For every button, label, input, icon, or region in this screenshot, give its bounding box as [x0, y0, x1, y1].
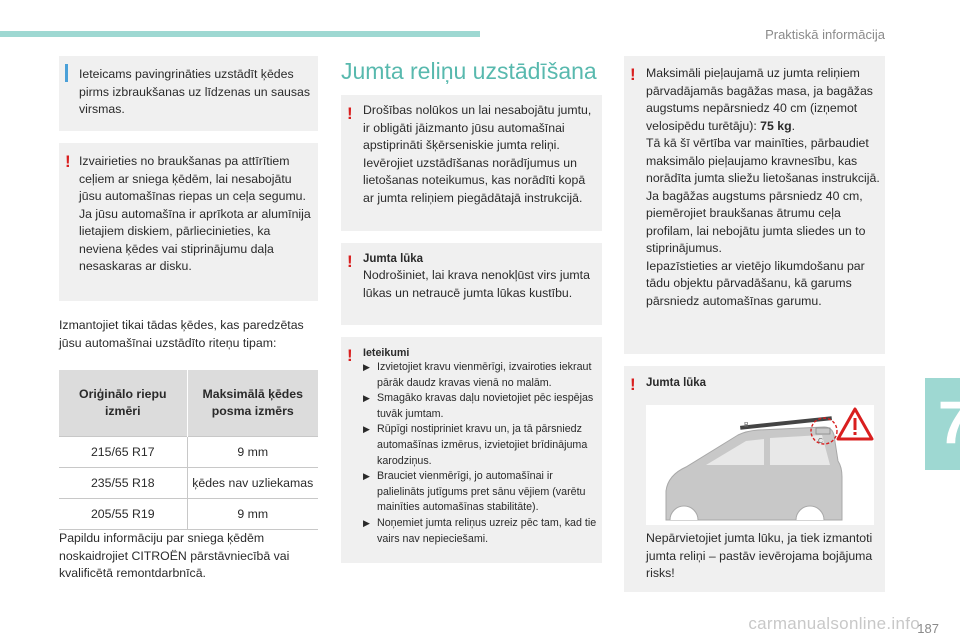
warning-box-load — [624, 56, 885, 354]
table-cell: 9 mm — [187, 436, 318, 467]
section-title: Jumta reliņu uzstādīšana — [341, 58, 597, 84]
load-text-1: Maksimāli pieļaujamā uz jumta reliņiem pārvadājamās bagāžas masa, ja bagāžas augstums nepārsniedz 40 cm (izņemot velosipēdu turētāju): — [646, 66, 873, 133]
table-row — [59, 498, 318, 529]
info-box-text: Ieteicams pavingrināties uzstādīt ķēdes pirms izbraukšanas uz līdzenas un sausas virsmas. — [79, 67, 311, 116]
list-item: ▶ Izvietojiet kravu vienmērīgi, izvairoties iekraut pārāk daudz kravas vienā no malām. — [363, 361, 592, 389]
table-cell: 215/65 R17 — [59, 436, 187, 467]
chains-intro: Izmantojiet tikai tādas ķēdes, kas paredzētas jūsu automašīnai uzstādīto riteņu tipam: — [59, 318, 304, 350]
warning-icon: ! — [347, 252, 353, 271]
load-text-2: Tā kā šī vērtība var mainīties, pārbaudiet maksimālo pieļaujamo kravnesību, kas norādīta jumta sliežu lietošanas instrukcijā. — [646, 136, 880, 185]
hatch-box-text: Nodrošiniet, lai krava nenokļūst virs jumta lūkas un netraucē jumta lūkas kustību. — [363, 268, 590, 300]
table-row — [59, 436, 318, 467]
table-header-row — [59, 370, 318, 436]
load-text-4: Iepazīstieties ar vietējo likumdošanu par tādu objektu pārvadāšanu, kā garums pārsniedz automašīnas garumu. — [646, 258, 865, 308]
header-accent-bar — [0, 31, 480, 37]
warning-icon: ! — [65, 152, 71, 171]
list-item: ▶ Smagāko kravas daļu novietojiet pēc iespējas tuvāk jumtam. — [363, 392, 594, 420]
roof-hatch-title: Jumta lūka — [646, 377, 707, 389]
warning-box-text: Izvairieties no braukšanas pa attīrītiem ceļiem ar sniega ķēdēm, lai nesabojātu jūsu automašīnas riepas un ceļa segumu. Ja jūsu automašīna ir aprīkota ar alumīnija lietajiem diskiem, pārliecinieties, ka neviena ķēdes vai stiprinājumu daļa nesaskaras ar disku. — [79, 154, 311, 273]
chapter-number: 7 — [938, 389, 971, 456]
watermark: carmanualsonline.info — [748, 614, 920, 633]
chain-size-table — [59, 370, 318, 530]
warning-triangle-icon — [836, 407, 874, 441]
list-item: ▶ Noņemiet jumta reliņus uzreiz pēc tam, kad tie vairs nav nepieciešami. — [363, 516, 597, 545]
table-row — [59, 467, 318, 498]
warning-box-tips — [341, 337, 602, 563]
warning-icon: ! — [347, 104, 353, 123]
bullet-icon: ▶ — [363, 393, 370, 404]
warning-box-safety — [341, 95, 602, 231]
list-item: ▶ Rūpīgi nostipriniet kravu un, ja tā pārsniedz automašīnas izmērus, izvietojiet brīdinājuma karodziņus. — [363, 423, 588, 467]
hatch-box-title: Jumta lūka — [363, 253, 424, 265]
table-cell: 235/55 R18 — [59, 467, 187, 498]
running-header: Praktiskā informācija — [765, 27, 885, 42]
list-item: ▶ Brauciet vienmērīgi, jo automašīnai ir palielināts jutīgums pret sānu vējiem (varētu mainīties automašīnas stabilitāte). — [363, 470, 586, 514]
load-box-text: Maksimāli pieļaujamā uz jumta reliņiem pārvadājamās bagāžas masa, ja bagāžas augstums nepārsniedz 40 cm (izņemot velosipēdu turētāju): 75 kg. Tā kā šī vērtība var mainīties, pārbaudiet maksimālo pieļaujamo kravnesību, kas norādīta jumta sliežu lietošanas instrukcijā. Ja bagāžas augstums pārsniedz 40 cm, piemērojiet braukšanas ātrumu ceļa profilam, lai nebojātu jumta sliedes un to stiprinājumus. Iepazīstieties ar vietējo likumdošanu par tādu objektu pārvadāšanu, kā garums pārsniedz automašīnas garumu. — [646, 65, 880, 310]
bullet-icon: ▶ — [363, 362, 370, 372]
table-cell: 205/55 R19 — [59, 498, 187, 529]
warning-icon: ! — [347, 346, 353, 365]
table-cell: ķēdes nav uzliekamas — [187, 467, 318, 498]
info-box — [59, 56, 318, 131]
tips-box-title: Ieteikumi — [363, 347, 410, 359]
table-header-tyre: Oriģinālo riepu izmēri — [59, 370, 187, 436]
bullet-icon: ▶ — [363, 517, 370, 528]
warning-icon: ! — [630, 65, 636, 84]
warning-box-chains — [59, 143, 318, 301]
info-icon — [65, 64, 68, 82]
load-text-3: Ja bagāžas augstums pārsniedz 40 cm, piemērojiet braukšanas ātrumu ceļa profilam, lai nebojātu jumta sliedes un to stiprinājumus. — [646, 188, 866, 255]
warning-icon: ! — [630, 375, 636, 394]
tips-list — [363, 360, 599, 547]
bullet-icon: ▶ — [363, 424, 370, 435]
table-header-chain: Maksimālā ķēdes posma izmērs — [187, 370, 318, 436]
svg-text:B: B — [744, 422, 749, 429]
car-roof-illustration — [646, 405, 874, 525]
bullet-icon: ▶ — [363, 471, 370, 482]
table-cell: 9 mm — [187, 498, 318, 529]
warning-box-hatch — [341, 243, 602, 325]
chains-outro: Papildu informāciju par sniega ķēdēm noskaidrojiet CITROËN pārstāvniecībā vai kvalificētā remontdarbnīcā. — [59, 531, 290, 580]
roof-hatch-text: Nepārvietojiet jumta lūku, ja tiek izmantoti jumta reliņi – pastāv ievērojama bojājuma risks! — [646, 531, 873, 580]
svg-text:C: C — [818, 438, 824, 445]
page-number: 187 — [917, 621, 939, 636]
safety-box-text: Drošības nolūkos un lai nesabojātu jumtu, ir obligāti jāizmanto jūsu automašīnai apstiprināti šķērseniskie jumta reliņi. Ievērojiet uzstādīšanas norādījumus un lietošanas noteikumus, kas norādīti kopā ar jumta reliņiem piegādātajā instrukcijā. — [363, 103, 592, 205]
max-load-value: 75 kg — [760, 118, 792, 133]
